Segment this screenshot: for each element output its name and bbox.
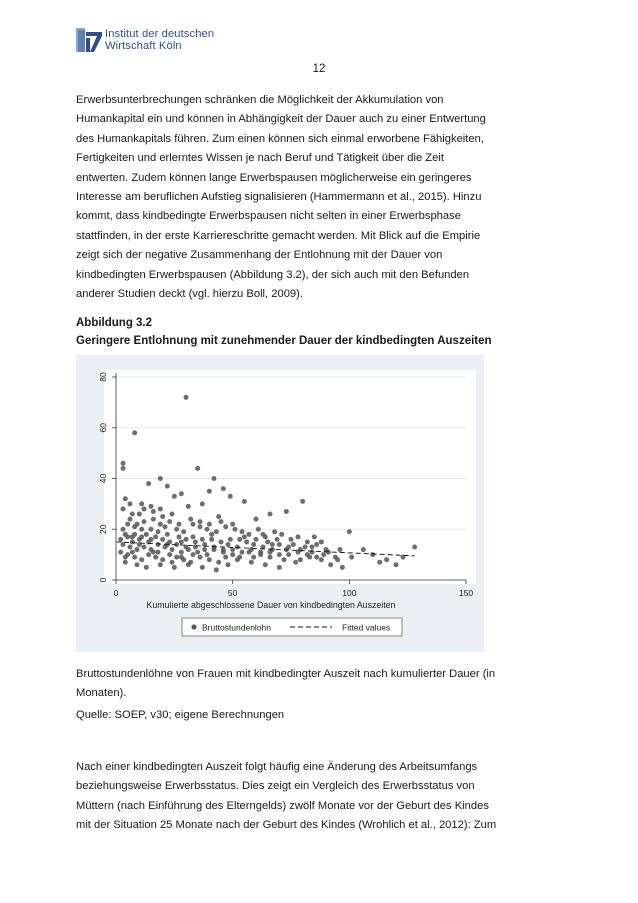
data-point: [310, 550, 315, 555]
data-point: [277, 542, 282, 547]
data-point: [272, 529, 277, 534]
data-point: [340, 565, 345, 570]
data-point: [130, 512, 135, 517]
data-point: [242, 534, 247, 539]
data-point: [195, 550, 200, 555]
y-tick-label: 80: [98, 372, 108, 382]
data-point: [205, 527, 210, 532]
data-point: [265, 539, 270, 544]
data-point: [303, 545, 308, 550]
data-point: [268, 555, 273, 560]
x-axis-label: Kumulierte abgeschlossene Dauer von kindbedingten Auszeiten: [146, 600, 396, 610]
text-line: anderer Studien deckt (vgl. hierzu Boll, 2009).: [76, 288, 303, 301]
data-point: [142, 519, 147, 524]
data-point: [156, 550, 161, 555]
data-point: [160, 537, 165, 542]
data-point: [321, 552, 326, 557]
data-point: [118, 550, 123, 555]
text-line: des Humankapitals führen. Zum einen können sich einmal erworbene Fähigkeiten,: [76, 132, 484, 145]
page-number: 12: [312, 63, 326, 75]
data-point: [228, 537, 233, 542]
data-point: [312, 534, 317, 539]
data-point: [163, 524, 168, 529]
text-line: Erwerbsunterbrechungen schränken die Möglichkeit der Akkumulation von: [76, 94, 444, 106]
data-point: [121, 527, 126, 532]
data-point: [207, 489, 212, 494]
data-point: [240, 529, 245, 534]
data-point: [200, 501, 205, 506]
y-tick-label: 60: [98, 423, 108, 433]
data-point: [149, 504, 154, 509]
data-point: [144, 532, 149, 537]
data-point: [298, 557, 303, 562]
data-point: [118, 537, 123, 542]
text-line: kommt, dass kindbedingte Erwerbspausen nicht selten in einer Erwerbsphase: [76, 210, 461, 223]
data-point: [181, 529, 186, 534]
data-point: [177, 522, 182, 527]
data-point: [123, 555, 128, 560]
data-point: [209, 532, 214, 537]
data-point: [256, 527, 261, 532]
text-line: Nach einer kindbedingten Auszeit folgt häufig eine Änderung des Arbeitsumfangs: [76, 761, 478, 773]
legend-label-points: Bruttostundenlohn: [202, 622, 271, 633]
data-point: [151, 550, 156, 555]
data-point: [319, 539, 324, 544]
data-point: [174, 527, 179, 532]
data-point: [335, 557, 340, 562]
legend-marker-icon: [191, 624, 196, 629]
data-point: [270, 542, 275, 547]
data-point: [142, 545, 147, 550]
data-point: [314, 542, 319, 547]
data-point: [205, 552, 210, 557]
data-point: [153, 555, 158, 560]
data-point: [275, 537, 280, 542]
logo-line-2: Wirtschaft Köln: [105, 40, 182, 52]
data-point: [219, 539, 224, 544]
data-point: [310, 545, 315, 550]
data-point: [277, 565, 282, 570]
y-tick-label: 0: [98, 577, 108, 583]
data-point: [195, 466, 200, 471]
data-point: [230, 522, 235, 527]
data-point: [200, 537, 205, 542]
data-point: [296, 534, 301, 539]
data-point: [221, 486, 226, 491]
data-point: [261, 532, 266, 537]
data-point: [384, 557, 389, 562]
figure-title: Geringere Entlohnung mit zunehmender Dauer der kindbedingten Auszeiten: [76, 335, 492, 347]
data-point: [319, 557, 324, 562]
data-point: [121, 466, 126, 471]
data-point: [179, 555, 184, 560]
data-point: [160, 557, 165, 562]
scatter-chart: [76, 355, 484, 652]
data-point: [226, 542, 231, 547]
data-point: [184, 395, 189, 400]
data-point: [137, 512, 142, 517]
x-tick-label: 0: [113, 588, 119, 598]
caption-line: Monaten).: [76, 687, 127, 700]
data-point: [223, 555, 228, 560]
data-point: [305, 539, 310, 544]
text-line: zeigt sich der negative Zusammenhang der Entlohnung mit der Dauer von: [76, 249, 443, 262]
data-point: [188, 517, 193, 522]
data-point: [121, 461, 126, 466]
data-point: [142, 506, 147, 511]
data-point: [139, 527, 144, 532]
data-point: [158, 476, 163, 481]
data-point: [216, 514, 221, 519]
data-point: [198, 555, 203, 560]
data-point: [121, 506, 126, 511]
data-point: [191, 552, 196, 557]
data-point: [244, 539, 249, 544]
data-point: [314, 555, 319, 560]
data-point: [214, 567, 219, 572]
data-point: [174, 555, 179, 560]
data-point: [123, 560, 128, 565]
scatter-chart-svg: [76, 355, 484, 652]
data-point: [193, 545, 198, 550]
data-point: [347, 529, 352, 534]
data-point: [128, 501, 133, 506]
data-point: [223, 524, 228, 529]
data-point: [135, 562, 140, 567]
data-point: [237, 537, 242, 542]
text-line: kindbedingten Erwerbspausen (Abbildung 3.2), der sich auch mit den Befunden: [76, 268, 470, 281]
x-tick-label: 150: [458, 588, 474, 598]
data-point: [247, 532, 252, 537]
data-point: [156, 542, 161, 547]
data-point: [230, 552, 235, 557]
data-point: [179, 491, 184, 496]
data-point: [286, 552, 291, 557]
data-point: [284, 509, 289, 514]
x-tick-label: 100: [342, 588, 357, 598]
text-line: entwerten. Zudem können lange Erwerbspausen möglicherweise ein geringeres: [76, 171, 472, 184]
data-point: [191, 522, 196, 527]
text-line: Interesse am beruflichen Aufstieg signalisieren (Hammermann et al., 2015). Hinzu: [76, 191, 482, 204]
text-line: Fertigkeiten und erlerntes Wissen je nach Beruf und Tätigkeit über die Zeit: [76, 152, 444, 165]
data-point: [170, 547, 175, 552]
data-point: [144, 565, 149, 570]
data-point: [158, 506, 163, 511]
text-line: beziehungsweise Erwerbsstatus. Dies zeigt ein Vergleich des Erwerbsstatus von: [76, 780, 475, 793]
data-point: [207, 557, 212, 562]
data-point: [172, 494, 177, 499]
data-point: [179, 539, 184, 544]
data-point: [251, 555, 256, 560]
iw-logo-icon: [76, 26, 102, 54]
data-point: [132, 555, 137, 560]
text-line: Müttern (nach Einführung des Elterngelds) zwölf Monate vor der Geburt des Kindes: [76, 799, 489, 812]
data-point: [125, 522, 130, 527]
data-point: [167, 552, 172, 557]
data-point: [165, 532, 170, 537]
data-point: [184, 537, 189, 542]
data-point: [300, 499, 305, 504]
legend-label-fitted: Fitted values: [342, 622, 391, 633]
data-point: [209, 537, 214, 542]
text-line: mit der Situation 25 Monate nach der Geburt des Kindes (Wrohlich et al., 2012): Zum: [76, 819, 497, 832]
data-point: [158, 562, 163, 567]
data-point: [279, 532, 284, 537]
data-point: [158, 522, 163, 527]
paragraph-1: [76, 91, 560, 304]
data-point: [139, 501, 144, 506]
data-point: [289, 537, 294, 542]
data-point: [240, 550, 245, 555]
data-point: [394, 562, 399, 567]
data-point: [200, 565, 205, 570]
figure-source: Quelle: SOEP, v30; eigene Berechnungen: [76, 709, 285, 721]
data-point: [349, 555, 354, 560]
data-point: [149, 527, 154, 532]
data-point: [156, 529, 161, 534]
data-point: [167, 519, 172, 524]
data-point: [128, 545, 133, 550]
data-point: [291, 542, 296, 547]
data-point: [242, 499, 247, 504]
data-point: [193, 539, 198, 544]
data-point: [216, 560, 221, 565]
data-point: [151, 509, 156, 514]
data-point: [377, 560, 382, 565]
data-point: [139, 557, 144, 562]
logo-line-1: Institut der deutschen: [105, 28, 215, 40]
data-point: [249, 547, 254, 552]
data-point: [277, 552, 282, 557]
data-point: [135, 547, 140, 552]
data-point: [179, 550, 184, 555]
data-point: [228, 494, 233, 499]
data-point: [207, 522, 212, 527]
data-point: [328, 562, 333, 567]
data-point: [170, 512, 175, 517]
data-point: [263, 562, 268, 567]
data-point: [251, 542, 256, 547]
data-point: [226, 562, 231, 567]
data-point: [170, 560, 175, 565]
data-point: [149, 537, 154, 542]
data-point: [172, 565, 177, 570]
figure-caption: [76, 665, 560, 704]
data-point: [198, 519, 203, 524]
data-point: [212, 476, 217, 481]
paragraph-2: [76, 758, 560, 836]
data-point: [191, 534, 196, 539]
data-point: [130, 539, 135, 544]
data-point: [370, 552, 375, 557]
data-point: [221, 547, 226, 552]
data-point: [198, 524, 203, 529]
data-point: [202, 547, 207, 552]
figure-label: Abbildung 3.2: [76, 317, 153, 329]
caption-line: Bruttostundenlöhne von Frauen mit kindbedingter Auszeit nach kumulierter Dauer (in: [76, 668, 496, 680]
data-point: [254, 537, 259, 542]
data-point: [153, 534, 158, 539]
data-point: [249, 560, 254, 565]
data-point: [282, 557, 287, 562]
data-point: [130, 550, 135, 555]
data-point: [268, 550, 273, 555]
data-point: [165, 484, 170, 489]
data-point: [338, 547, 343, 552]
data-point: [151, 517, 156, 522]
institute-logo: [76, 26, 214, 54]
data-point: [186, 504, 191, 509]
data-point: [254, 517, 259, 522]
data-point: [293, 560, 298, 565]
data-point: [123, 496, 128, 501]
x-tick-label: 50: [227, 588, 238, 598]
data-point: [139, 534, 144, 539]
y-tick-label: 40: [98, 473, 108, 484]
data-point: [128, 517, 133, 522]
data-point: [125, 534, 130, 539]
data-point: [177, 534, 182, 539]
data-point: [186, 562, 191, 567]
data-point: [132, 532, 137, 537]
y-tick-label: 20: [98, 524, 108, 534]
logo-wordmark: [105, 28, 214, 52]
data-point: [235, 557, 240, 562]
data-point: [146, 552, 151, 557]
text-line: stattfinden, in der erste Karriereschritte gemacht werden. Mit Blick auf die Empirie: [76, 229, 481, 242]
data-point: [132, 430, 137, 435]
data-point: [258, 550, 263, 555]
data-point: [268, 512, 273, 517]
data-point: [160, 514, 165, 519]
data-point: [146, 481, 151, 486]
data-point: [235, 545, 240, 550]
text-line: Humankapital ein und können in Abhängigkeit der Dauer auch zu einer Entwertung: [76, 113, 486, 126]
data-point: [233, 527, 238, 532]
data-point: [219, 519, 224, 524]
data-point: [361, 547, 366, 552]
data-point: [214, 529, 219, 534]
data-point: [305, 552, 310, 557]
data-point: [135, 522, 140, 527]
data-point: [412, 545, 417, 550]
